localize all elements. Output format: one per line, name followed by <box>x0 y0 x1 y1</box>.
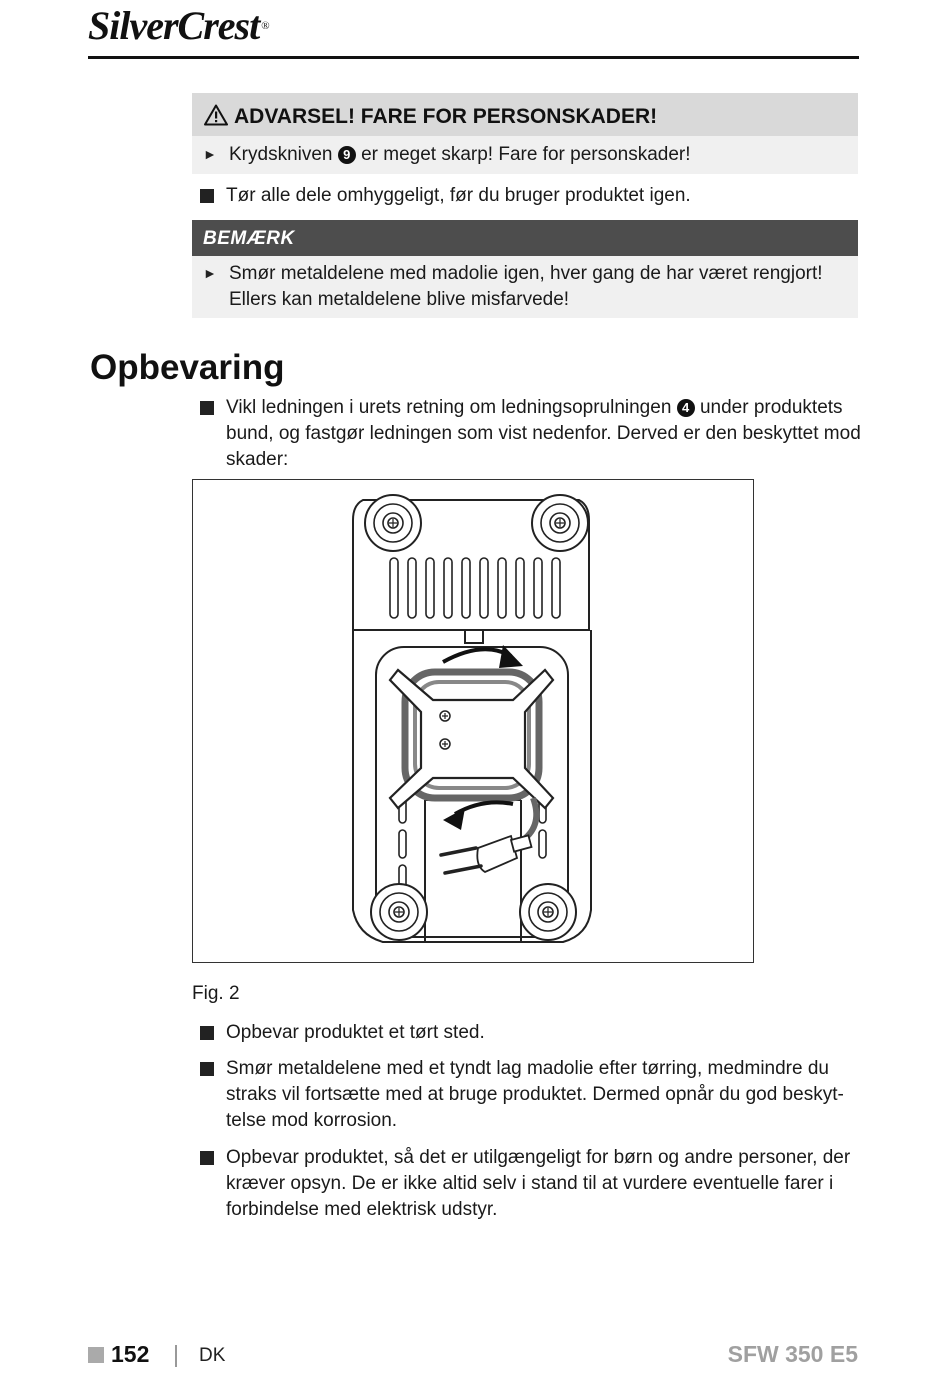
figure-cord-storage <box>192 479 754 963</box>
note-title: BEMÆRK <box>203 228 295 249</box>
brand-logo: SilverCrest ® <box>88 3 269 48</box>
arrow-bullet-icon: ► <box>203 146 217 162</box>
header-rule <box>88 56 859 59</box>
page-number: 152 <box>111 1341 150 1367</box>
language-code: DK <box>199 1345 226 1366</box>
square-bullet-icon <box>200 189 214 203</box>
square-bullet-icon <box>200 401 214 415</box>
footer-square-icon <box>88 1347 104 1363</box>
intro-line-1: Vikl ledningen i urets retning om ledningsoprulningen 4 under produktets <box>226 397 843 418</box>
storage-item-2-line-3: telse mod korrosion. <box>226 1110 398 1131</box>
dry-instruction: Tør alle dele omhyggeligt, før du bruger produktet igen. <box>226 185 691 206</box>
square-bullet-icon <box>200 1026 214 1040</box>
square-bullet-icon <box>200 1062 214 1076</box>
warning-item: Krydskniven 9 er meget skarp! Fare for personskader! <box>229 144 691 165</box>
storage-item-3-line-2: kræver opsyn. De er ikke altid selv i stand til at vurdere eventuelle farer i <box>226 1173 834 1194</box>
storage-item-2-line-2: straks vil fortsætte med at bruge produktet. Dermed opnår du god beskyt- <box>226 1084 844 1105</box>
arrow-bullet-icon: ► <box>203 265 217 281</box>
section-heading: Opbevaring <box>90 348 285 387</box>
intro-line-2: bund, og fastgør ledningen som vist nedenfor. Derved er den beskyttet mod <box>226 423 861 444</box>
warning-title: ADVARSEL! FARE FOR PERSONSKADER! <box>204 104 657 129</box>
model-number: SFW 350 E5 <box>727 1341 858 1367</box>
figure-caption: Fig. 2 <box>192 983 240 1004</box>
storage-item-2-line-1: Smør metaldelene med et tyndt lag madolie efter tørring, medmindre du <box>226 1058 829 1079</box>
storage-item-1: Opbevar produktet et tørt sted. <box>226 1022 485 1043</box>
appliance-underside-illustration <box>193 480 752 961</box>
note-line-2: Ellers kan metaldelene blive misfarvede! <box>229 289 570 310</box>
warning-triangle-icon <box>204 104 228 126</box>
intro-line-3: skader: <box>226 449 289 470</box>
storage-item-3-line-1: Opbevar produktet, så det er utilgængeligt for børn og andre personer, der <box>226 1147 851 1168</box>
note-line-1: Smør metaldelene med madolie igen, hver gang de har været rengjort! <box>229 263 823 284</box>
part-number-badge: 9 <box>338 146 356 164</box>
footer-divider <box>175 1345 177 1367</box>
square-bullet-icon <box>200 1151 214 1165</box>
storage-item-3-line-3: forbindelse med elektrisk udstyr. <box>226 1199 498 1220</box>
part-number-badge: 4 <box>677 399 695 417</box>
